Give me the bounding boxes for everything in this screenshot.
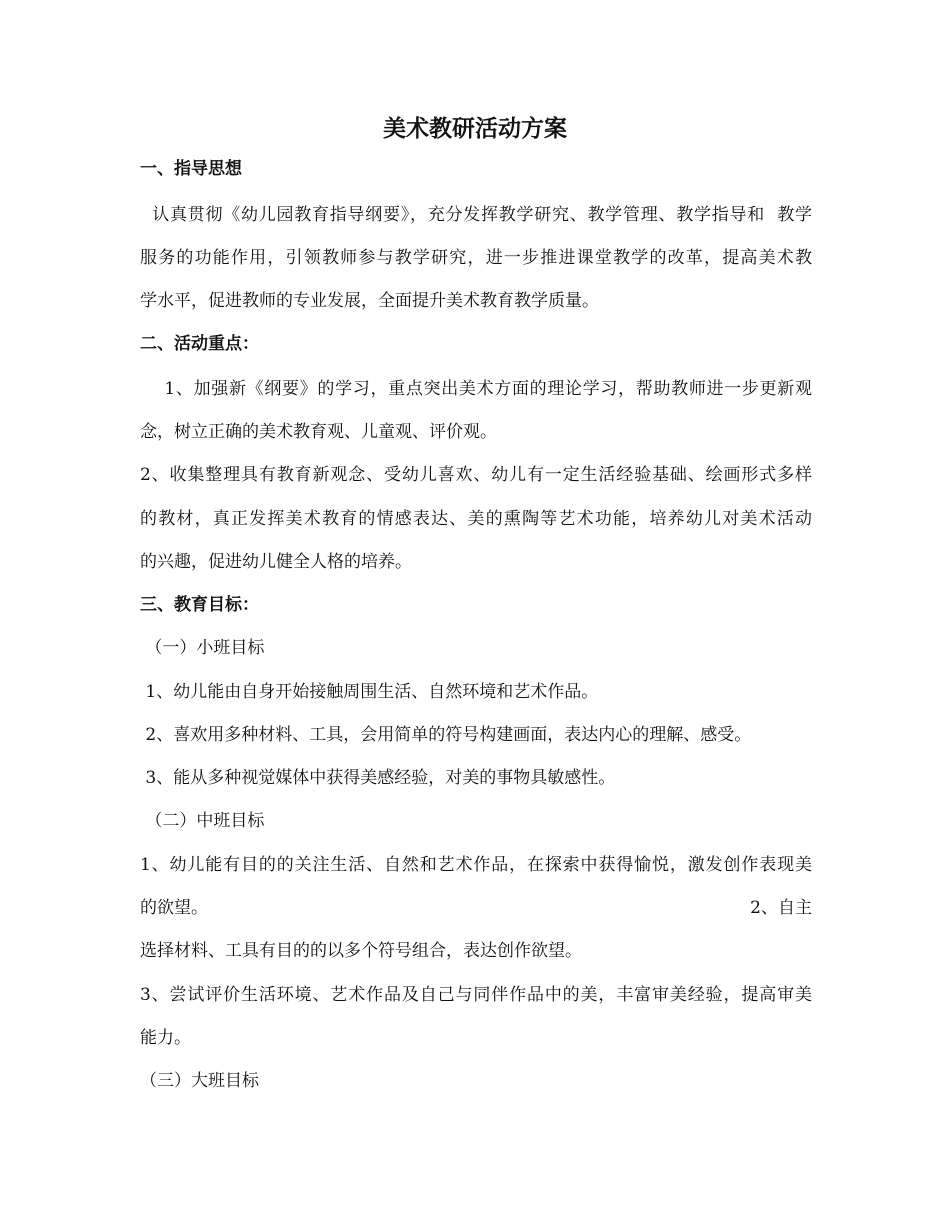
list-item: 2、喜欢用多种材料、工具，会用简单的符号构建画面，表达内心的理解、感受。 [140, 725, 752, 745]
list-item: 选择材料、工具有目的的以多个符号组合，表达创作欲望。 [140, 941, 582, 961]
list-item: 的欲望。 [140, 898, 208, 918]
section-heading-guiding-thought: 一、指导思想 [140, 159, 242, 179]
section-heading-education-goals: 三、教育目标： [140, 595, 259, 615]
paragraph-line: 2、收集整理具有教育新观念、受幼儿喜欢、幼儿有一定生活经验基础、绘画形式多样 [140, 465, 812, 485]
subheading-large-class: （三）大班目标 [140, 1071, 259, 1091]
list-item: 1、幼儿能由自身开始接触周围生活、自然环境和艺术作品。 [140, 682, 599, 702]
list-item: 3、尝试评价生活环境、艺术作品及自己与同伴作品中的美，丰富审美经验，提高审美 [140, 985, 812, 1005]
list-item: 2、自主 [750, 898, 812, 918]
list-item: 1、幼儿能有目的的关注生活、自然和艺术作品，在探索中获得愉悦，激发创作表现美 [140, 855, 812, 875]
document-title: 美术教研活动方案 [383, 115, 567, 142]
subheading-middle-class: （二）中班目标 [140, 811, 265, 831]
paragraph-line: 学水平，促进教师的专业发展，全面提升美术教育教学质量。 [140, 291, 599, 311]
subheading-small-class: （一）小班目标 [140, 638, 265, 658]
paragraph-line: 认真贯彻《幼儿园教育指导纲要》，充分发挥教学研究、教学管理、教学指导和 教学 [140, 205, 812, 225]
list-item: 能力。 [140, 1028, 191, 1048]
paragraph-line: 服务的功能作用，引领教师参与教学研究，进一步推进课堂教学的改革，提高美术教 [140, 248, 812, 268]
paragraph-line: 的兴趣，促进幼儿健全人格的培养。 [140, 552, 412, 572]
paragraph-line: 念，树立正确的美术教育观、儿童观、评价观。 [140, 422, 497, 442]
section-heading-activity-focus: 二、活动重点： [140, 334, 259, 354]
list-item: 3、能从多种视觉媒体中获得美感经验，对美的事物具敏感性。 [140, 768, 616, 788]
paragraph-line: 1、加强新《纲要》的学习，重点突出美术方面的理论学习，帮助教师进一步更新观 [140, 379, 812, 399]
paragraph-line: 的教材，真正发挥美术教育的情感表达、美的熏陶等艺术功能，培养幼儿对美术活动 [140, 509, 812, 529]
